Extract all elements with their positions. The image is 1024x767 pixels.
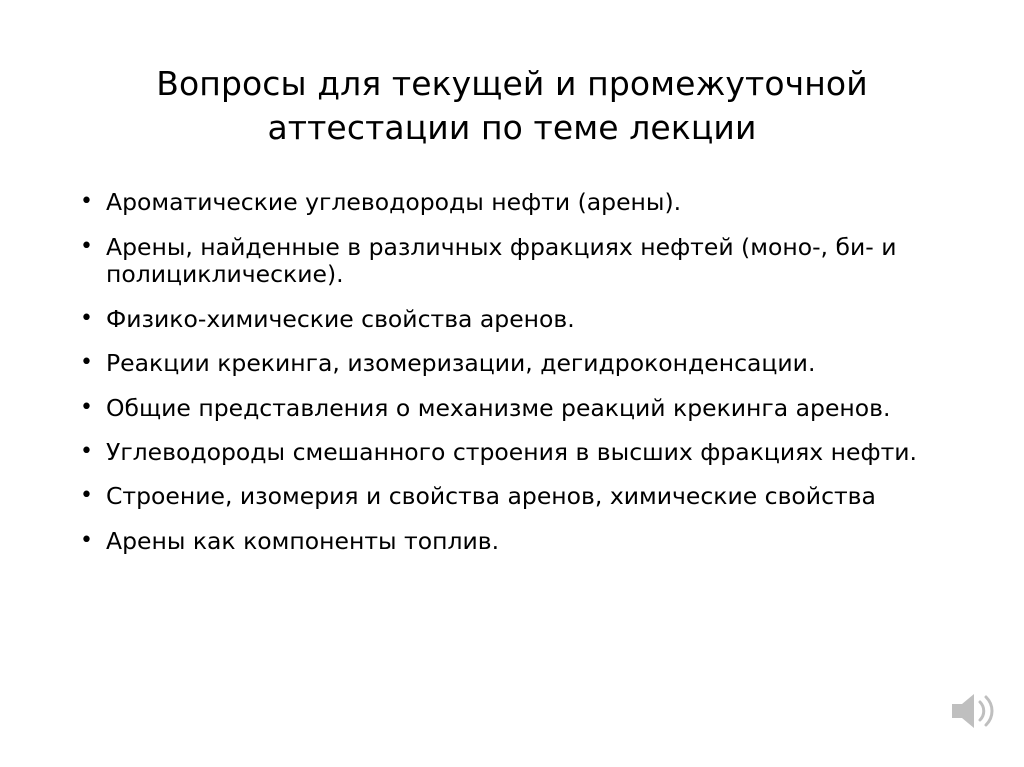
bullet-icon: • [80, 305, 93, 331]
bullet-icon: • [80, 189, 93, 215]
list-item [72, 234, 954, 289]
bullet-icon: • [80, 483, 93, 509]
bullet-icon: • [80, 350, 93, 376]
list-item [72, 528, 954, 555]
list-item-text: Арены как компоненты топлив. [106, 526, 500, 555]
question-list [0, 149, 1024, 555]
bullet-icon: • [80, 439, 93, 464]
bullet-icon: • [80, 527, 93, 553]
list-item [72, 189, 954, 216]
list-item [72, 395, 954, 422]
list-item-text: Арены, найденные в различных фракциях нефтей (моно-, би- и полициклические). [106, 232, 897, 289]
speaker-icon[interactable] [948, 688, 1002, 734]
list-item [72, 439, 954, 466]
list-item-text: Реакции крекинга, изомеризации, дегидроконденсации. [106, 349, 816, 378]
list-item [72, 306, 954, 333]
list-item [72, 483, 954, 510]
list-item-text: Углеводороды смешанного строения в высших фракциях нефти. [106, 438, 918, 466]
page-title: Вопросы для текущей и промежуточной аттестации по теме лекции [156, 64, 868, 147]
bullet-icon: • [80, 233, 93, 259]
list-item-text: Строение, изомерия и свойства аренов, химические свойства [106, 482, 876, 511]
list-item-text: Ароматические углеводороды нефти (арены). [106, 188, 682, 217]
list-item-text: Общие представления о механизме реакций крекинга аренов. [106, 393, 891, 422]
bullet-icon: • [80, 394, 93, 420]
list-item-text: Физико-химические свойства аренов. [106, 304, 575, 333]
list-item [72, 350, 954, 377]
